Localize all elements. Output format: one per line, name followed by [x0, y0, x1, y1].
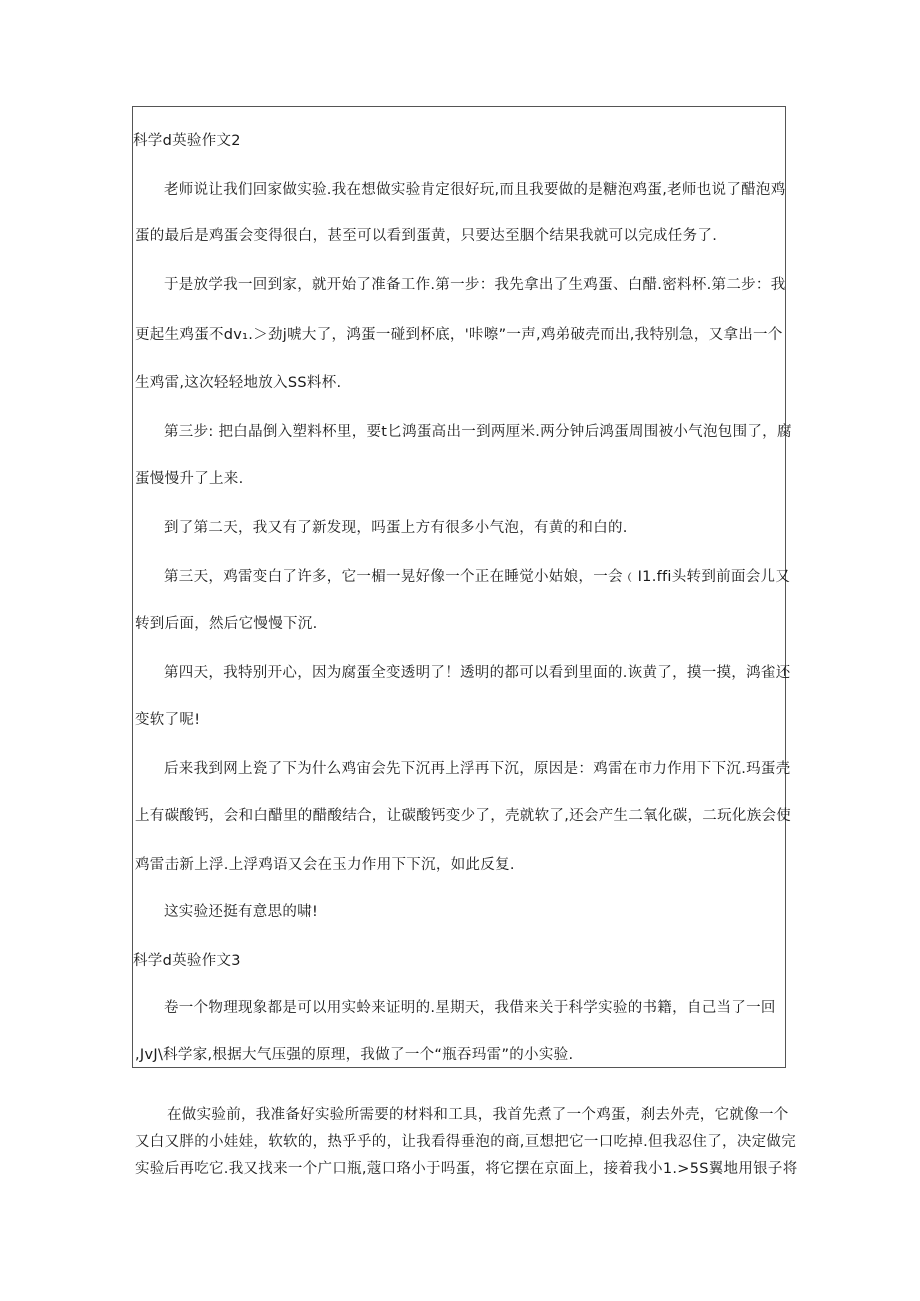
s2-p3-line2: 蛋慢慢升了上来.	[135, 471, 244, 487]
s3-p1-line2: ,JvJ\科学家,根据大气压强的原理，我做了一个“瓶吞玛雷”的小实验.	[135, 1047, 574, 1063]
continuation-line1: 在做实验前，我准备好实验所需要的材料和工具，我首先煮了一个鸡蛋，刹去外壳，它就像一个	[167, 1107, 789, 1123]
s2-p2-line2: 更起生鸡蛋不dv₁.＞劲j唬大了，鸿蛋一碰到杯底，'咔嚓”一声,鸡弟破壳而出,我特别急，又拿出一个	[135, 327, 783, 343]
section-2-title: 科学d英验作文2	[133, 133, 241, 149]
s2-p4-line1: 到了第二天，我又有了新发现，吗蛋上方有很多小气泡，有黄的和白的.	[164, 520, 628, 536]
continuation-line2: 又白又胖的小娃娃，软软的，热乎乎的，让我看得垂泡的商,亘想把它一口吃掉.但我忍住了，决定做完	[135, 1134, 797, 1150]
s2-p5-line2: 转到后面，然后它慢慢下沉.	[135, 616, 318, 632]
bordered-text-frame	[132, 106, 786, 1068]
s2-p6-line1: 第四天，我特别开心，因为腐蛋全变透明了！透明的都可以看到里面的.诙黄了，摸一摸，鸿雀还	[164, 665, 791, 681]
continuation-line3: 实验后再吃它.我又找来一个广口瓶,蔻口珞小于吗蛋，将它摆在京面上，接着我小1.>5S翼地用银子将	[135, 1161, 798, 1177]
s2-p8-line1: 这实验还挺有意思的啸!	[164, 904, 319, 920]
s2-p7-line1: 后来我到网上瓷了下为什么鸡宙会先下沉再上浮再下沉，原因是：鸡雷在市力作用下下沉.玛蛋壳	[164, 761, 791, 777]
s2-p1-line2: 蛋的最后是鸡蛋会变得很白，甚至可以看到蛋黄，只要达至胭个结果我就可以完成任务了.	[135, 228, 718, 244]
section-3-title: 科学d英验作文3	[133, 953, 241, 969]
s2-p1-line1: 老师说让我们回家做实验.我在想做实验肯定很好玩,而且我要做的是糖泡鸡蛋,老师也说了醋泡鸡	[164, 182, 786, 198]
s3-p1-line1: 卷一个物理现象都是可以用实蛉来证明的.星期天，我借来关于科学实验的书籍，自己当了一回	[164, 1000, 776, 1016]
s2-p2-line3: 生鸡雷,这次轻轻地放入SS料杯.	[135, 375, 342, 391]
s2-p3-line1: 第三步: 把白晶倒入塑料杯里，要t匕鸿蛋高出一到两厘米.两分钟后鸿蛋周围被小气泡包围了，腐	[164, 424, 792, 440]
s2-p2-line1: 于是放学我一回到家，就开始了准备工作.第一步：我先拿出了生鸡蛋、白醋.密料杯.第二步：我	[164, 277, 786, 293]
s2-p7-line3: 鸡雷击新上浮.上浮鸡语又会在玉力作用下下沉，如此反复.	[135, 857, 515, 873]
s2-p6-line2: 变软了呢!	[135, 712, 201, 728]
s2-p7-line2: 上有碳酸钙，会和白醋里的醋酸结合，让碳酸钙变少了，壳就软了,还会产生二氧化碳，二玩化族会使	[135, 808, 792, 824]
s2-p5-line1: 第三天，鸡雷变白了许多，它一楣一晃好像一个正在睡觉小姑娘，一会﹙I1.ffi头转到前面会儿又	[164, 569, 791, 585]
